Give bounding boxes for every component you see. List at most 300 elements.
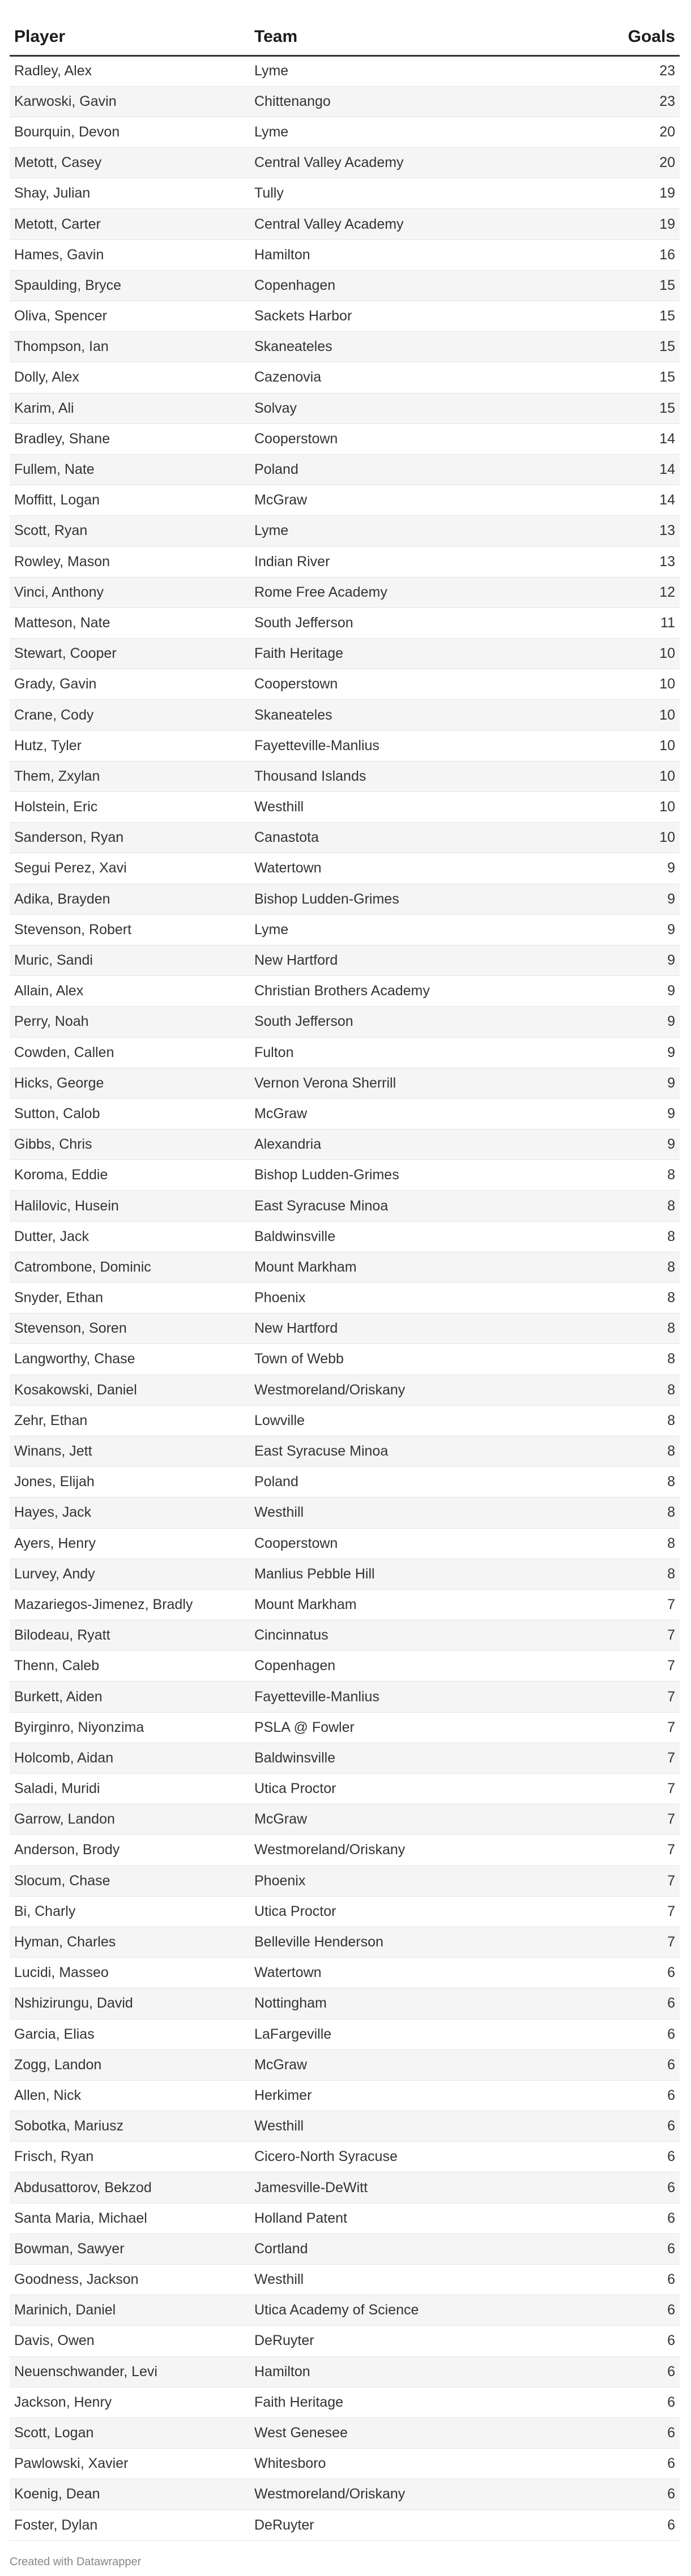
cell-team: Phoenix <box>250 1865 590 1896</box>
cell-team: Mount Markham <box>250 1589 590 1620</box>
cell-goals: 10 <box>590 669 680 700</box>
cell-player: Sanderson, Ryan <box>10 823 250 853</box>
cell-team: Cicero-North Syracuse <box>250 2142 590 2172</box>
cell-player: Foster, Dylan <box>10 2510 250 2540</box>
cell-player: Mazariegos-Jimenez, Bradly <box>10 1589 250 1620</box>
table-row <box>10 332 680 362</box>
table-row <box>10 1252 680 1282</box>
cell-goals: 9 <box>590 1129 680 1160</box>
cell-goals: 11 <box>590 607 680 638</box>
cell-goals: 7 <box>590 1620 680 1651</box>
table-row <box>10 2356 680 2387</box>
cell-player: Shay, Julian <box>10 178 250 209</box>
cell-player: Moffitt, Logan <box>10 485 250 516</box>
cell-player: Them, Zxylan <box>10 761 250 791</box>
cell-goals: 8 <box>590 1405 680 1436</box>
cell-team: McGraw <box>250 1804 590 1835</box>
cell-team: Christian Brothers Academy <box>250 976 590 1007</box>
cell-goals: 15 <box>590 332 680 362</box>
cell-goals: 6 <box>590 2356 680 2387</box>
table-row <box>10 178 680 209</box>
table-row <box>10 1098 680 1129</box>
cell-team: Town of Webb <box>250 1344 590 1375</box>
table-row <box>10 1283 680 1313</box>
cell-goals: 9 <box>590 976 680 1007</box>
cell-goals: 6 <box>590 1958 680 1988</box>
cell-team: PSLA @ Fowler <box>250 1712 590 1743</box>
cell-team: Westmoreland/Oriskany <box>250 2479 590 2510</box>
table-row <box>10 362 680 393</box>
table-row <box>10 1436 680 1466</box>
cell-player: Segui Perez, Xavi <box>10 853 250 884</box>
cell-team: West Genesee <box>250 2417 590 2448</box>
table-row <box>10 1129 680 1160</box>
cell-player: Scott, Ryan <box>10 516 250 546</box>
cell-goals: 7 <box>590 1712 680 1743</box>
cell-player: Fullem, Nate <box>10 454 250 485</box>
cell-team: Vernon Verona Sherrill <box>250 1068 590 1098</box>
cell-player: Hyman, Charles <box>10 1927 250 1957</box>
cell-player: Thompson, Ian <box>10 332 250 362</box>
cell-team: McGraw <box>250 1098 590 1129</box>
cell-team: Canastota <box>250 823 590 853</box>
cell-goals: 6 <box>590 2233 680 2264</box>
cell-team: Baldwinsville <box>250 1221 590 1252</box>
cell-team: Tully <box>250 178 590 209</box>
cell-player: Burkett, Aiden <box>10 1681 250 1712</box>
cell-goals: 15 <box>590 362 680 393</box>
cell-team: Belleville Henderson <box>250 1927 590 1957</box>
cell-player: Jackson, Henry <box>10 2387 250 2417</box>
table-row <box>10 607 680 638</box>
cell-goals: 14 <box>590 454 680 485</box>
cell-goals: 7 <box>590 1589 680 1620</box>
cell-player: Santa Maria, Michael <box>10 2203 250 2233</box>
cell-player: Byirginro, Niyonzima <box>10 1712 250 1743</box>
cell-goals: 6 <box>590 2295 680 2326</box>
cell-team: East Syracuse Minoa <box>250 1436 590 1466</box>
table-row <box>10 639 680 669</box>
cell-player: Davis, Owen <box>10 2326 250 2356</box>
table-row <box>10 792 680 823</box>
table-row <box>10 546 680 577</box>
table-row <box>10 1712 680 1743</box>
table-row <box>10 2479 680 2510</box>
cell-player: Abdusattorov, Bekzod <box>10 2172 250 2203</box>
cell-team: Watertown <box>250 1958 590 1988</box>
cell-team: Westhill <box>250 2265 590 2295</box>
cell-player: Hicks, George <box>10 1068 250 1098</box>
table-row <box>10 1835 680 1865</box>
cell-team: Central Valley Academy <box>250 209 590 239</box>
cell-goals: 7 <box>590 1896 680 1927</box>
cell-player: Vinci, Anthony <box>10 577 250 607</box>
cell-team: Herkimer <box>250 2080 590 2111</box>
cell-goals: 10 <box>590 792 680 823</box>
table-row <box>10 2111 680 2142</box>
cell-team: Faith Heritage <box>250 2387 590 2417</box>
goals-table <box>10 19 680 2541</box>
cell-team: Mount Markham <box>250 1252 590 1282</box>
table-row <box>10 423 680 454</box>
cell-player: Sobotka, Mariusz <box>10 2111 250 2142</box>
cell-player: Allen, Nick <box>10 2080 250 2111</box>
cell-goals: 6 <box>590 2049 680 2080</box>
cell-player: Radley, Alex <box>10 55 250 86</box>
cell-team: Baldwinsville <box>250 1743 590 1773</box>
cell-player: Snyder, Ethan <box>10 1283 250 1313</box>
table-row <box>10 1988 680 2019</box>
cell-goals: 8 <box>590 1160 680 1191</box>
column-header-goals[interactable]: Goals <box>590 19 680 55</box>
cell-goals: 8 <box>590 1497 680 1528</box>
cell-team: Bishop Ludden-Grimes <box>250 1160 590 1191</box>
table-row <box>10 1375 680 1405</box>
table-row <box>10 1160 680 1191</box>
cell-player: Gibbs, Chris <box>10 1129 250 1160</box>
cell-goals: 8 <box>590 1283 680 1313</box>
cell-goals: 14 <box>590 423 680 454</box>
cell-team: Utica Proctor <box>250 1896 590 1927</box>
cell-player: Koenig, Dean <box>10 2479 250 2510</box>
cell-team: Utica Proctor <box>250 1774 590 1804</box>
cell-player: Zogg, Landon <box>10 2049 250 2080</box>
cell-team: Holland Patent <box>250 2203 590 2233</box>
cell-goals: 6 <box>590 2172 680 2203</box>
table-row <box>10 1620 680 1651</box>
cell-goals: 8 <box>590 1467 680 1497</box>
cell-team: Lyme <box>250 117 590 147</box>
cell-player: Metott, Carter <box>10 209 250 239</box>
cell-goals: 9 <box>590 853 680 884</box>
cell-team: Poland <box>250 1467 590 1497</box>
cell-team: Cooperstown <box>250 669 590 700</box>
table-row <box>10 2049 680 2080</box>
cell-player: Cowden, Callen <box>10 1037 250 1068</box>
cell-team: Watertown <box>250 853 590 884</box>
cell-player: Jones, Elijah <box>10 1467 250 1497</box>
cell-team: LaFargeville <box>250 2019 590 2049</box>
cell-goals: 6 <box>590 2080 680 2111</box>
cell-goals: 8 <box>590 1436 680 1466</box>
cell-team: East Syracuse Minoa <box>250 1191 590 1221</box>
table-row <box>10 700 680 730</box>
cell-goals: 20 <box>590 117 680 147</box>
table-row <box>10 2449 680 2479</box>
table-row <box>10 2019 680 2049</box>
cell-team: Hamilton <box>250 239 590 270</box>
cell-team: Cazenovia <box>250 362 590 393</box>
cell-team: New Hartford <box>250 945 590 975</box>
table-row <box>10 485 680 516</box>
cell-team: Central Valley Academy <box>250 148 590 178</box>
cell-player: Dutter, Jack <box>10 1221 250 1252</box>
table-row <box>10 2080 680 2111</box>
cell-player: Stevenson, Robert <box>10 914 250 945</box>
table-row <box>10 1221 680 1252</box>
cell-player: Holcomb, Aidan <box>10 1743 250 1773</box>
cell-team: Sackets Harbor <box>250 301 590 332</box>
cell-goals: 6 <box>590 2111 680 2142</box>
table-row <box>10 270 680 301</box>
cell-goals: 7 <box>590 1865 680 1896</box>
cell-player: Bowman, Sawyer <box>10 2233 250 2264</box>
cell-team: Fayetteville-Manlius <box>250 1681 590 1712</box>
cell-goals: 16 <box>590 239 680 270</box>
table-body <box>10 55 680 2540</box>
cell-player: Hayes, Jack <box>10 1497 250 1528</box>
cell-goals: 8 <box>590 1191 680 1221</box>
cell-goals: 6 <box>590 2479 680 2510</box>
cell-goals: 10 <box>590 700 680 730</box>
table-row <box>10 2265 680 2295</box>
table-row <box>10 301 680 332</box>
cell-player: Holstein, Eric <box>10 792 250 823</box>
cell-goals: 19 <box>590 209 680 239</box>
cell-team: Rome Free Academy <box>250 577 590 607</box>
cell-goals: 13 <box>590 516 680 546</box>
cell-goals: 9 <box>590 914 680 945</box>
table-row <box>10 1007 680 1037</box>
table-row <box>10 239 680 270</box>
cell-goals: 7 <box>590 1804 680 1835</box>
column-header-team[interactable]: Team <box>250 19 590 55</box>
table-row <box>10 1344 680 1375</box>
cell-player: Hames, Gavin <box>10 239 250 270</box>
cell-team: South Jefferson <box>250 607 590 638</box>
cell-goals: 7 <box>590 1681 680 1712</box>
cell-player: Winans, Jett <box>10 1436 250 1466</box>
cell-player: Goodness, Jackson <box>10 2265 250 2295</box>
cell-player: Grady, Gavin <box>10 669 250 700</box>
table-row <box>10 2203 680 2233</box>
table-row <box>10 1589 680 1620</box>
cell-team: McGraw <box>250 2049 590 2080</box>
cell-team: Lyme <box>250 516 590 546</box>
cell-goals: 10 <box>590 730 680 761</box>
cell-goals: 8 <box>590 1252 680 1282</box>
cell-goals: 7 <box>590 1651 680 1681</box>
cell-team: Solvay <box>250 393 590 423</box>
cell-player: Frisch, Ryan <box>10 2142 250 2172</box>
cell-goals: 19 <box>590 178 680 209</box>
cell-goals: 6 <box>590 2203 680 2233</box>
table-row <box>10 1528 680 1559</box>
table-row <box>10 1743 680 1773</box>
cell-goals: 10 <box>590 639 680 669</box>
cell-goals: 23 <box>590 55 680 86</box>
cell-team: Lyme <box>250 55 590 86</box>
table-row <box>10 1467 680 1497</box>
cell-goals: 7 <box>590 1927 680 1957</box>
cell-player: Rowley, Mason <box>10 546 250 577</box>
cell-goals: 14 <box>590 485 680 516</box>
cell-player: Sutton, Calob <box>10 1098 250 1129</box>
cell-goals: 7 <box>590 1835 680 1865</box>
cell-player: Dolly, Alex <box>10 362 250 393</box>
table-row <box>10 669 680 700</box>
cell-player: Thenn, Caleb <box>10 1651 250 1681</box>
cell-goals: 9 <box>590 1098 680 1129</box>
cell-player: Garcia, Elias <box>10 2019 250 2049</box>
cell-goals: 6 <box>590 2510 680 2540</box>
cell-team: Cincinnatus <box>250 1620 590 1651</box>
cell-player: Marinich, Daniel <box>10 2295 250 2326</box>
cell-team: Westmoreland/Oriskany <box>250 1375 590 1405</box>
cell-goals: 8 <box>590 1313 680 1344</box>
table-row <box>10 730 680 761</box>
cell-goals: 6 <box>590 2326 680 2356</box>
cell-team: Chittenango <box>250 86 590 117</box>
cell-player: Allain, Alex <box>10 976 250 1007</box>
cell-goals: 15 <box>590 393 680 423</box>
table-header-row <box>10 19 680 55</box>
cell-goals: 6 <box>590 2387 680 2417</box>
column-header-player[interactable]: Player <box>10 19 250 55</box>
cell-team: Lyme <box>250 914 590 945</box>
cell-player: Karwoski, Gavin <box>10 86 250 117</box>
cell-goals: 15 <box>590 270 680 301</box>
cell-goals: 20 <box>590 148 680 178</box>
cell-player: Bi, Charly <box>10 1896 250 1927</box>
cell-player: Langworthy, Chase <box>10 1344 250 1375</box>
table-row <box>10 55 680 86</box>
cell-team: Lowville <box>250 1405 590 1436</box>
table-row <box>10 1804 680 1835</box>
cell-goals: 15 <box>590 301 680 332</box>
table-row <box>10 1559 680 1589</box>
cell-team: Alexandria <box>250 1129 590 1160</box>
cell-player: Catrombone, Dominic <box>10 1252 250 1282</box>
table-row <box>10 516 680 546</box>
cell-player: Slocum, Chase <box>10 1865 250 1896</box>
table-row <box>10 976 680 1007</box>
cell-goals: 8 <box>590 1344 680 1375</box>
cell-goals: 9 <box>590 945 680 975</box>
cell-player: Koroma, Eddie <box>10 1160 250 1191</box>
cell-team: Cooperstown <box>250 423 590 454</box>
cell-team: Cooperstown <box>250 1528 590 1559</box>
table-row <box>10 1405 680 1436</box>
cell-player: Bradley, Shane <box>10 423 250 454</box>
cell-goals: 9 <box>590 884 680 914</box>
table-row <box>10 148 680 178</box>
cell-player: Garrow, Landon <box>10 1804 250 1835</box>
cell-player: Stevenson, Soren <box>10 1313 250 1344</box>
cell-player: Spaulding, Bryce <box>10 270 250 301</box>
cell-goals: 8 <box>590 1559 680 1589</box>
table-row <box>10 1774 680 1804</box>
table-row <box>10 577 680 607</box>
cell-player: Oliva, Spencer <box>10 301 250 332</box>
cell-team: Manlius Pebble Hill <box>250 1559 590 1589</box>
footer-credit: Created with Datawrapper <box>10 2556 142 2568</box>
table-row <box>10 2387 680 2417</box>
cell-team: Hamilton <box>250 2356 590 2387</box>
cell-goals: 6 <box>590 2265 680 2295</box>
cell-player: Pawlowski, Xavier <box>10 2449 250 2479</box>
cell-team: Bishop Ludden-Grimes <box>250 884 590 914</box>
cell-player: Anderson, Brody <box>10 1835 250 1865</box>
cell-team: Jamesville-DeWitt <box>250 2172 590 2203</box>
table-row <box>10 2142 680 2172</box>
cell-goals: 9 <box>590 1037 680 1068</box>
cell-goals: 23 <box>590 86 680 117</box>
table-row <box>10 1896 680 1927</box>
cell-goals: 7 <box>590 1774 680 1804</box>
cell-goals: 6 <box>590 2417 680 2448</box>
table-row <box>10 454 680 485</box>
cell-team: Skaneateles <box>250 700 590 730</box>
cell-goals: 13 <box>590 546 680 577</box>
table-row <box>10 1068 680 1098</box>
table-row <box>10 393 680 423</box>
cell-player: Perry, Noah <box>10 1007 250 1037</box>
cell-team: Poland <box>250 454 590 485</box>
cell-team: DeRuyter <box>250 2510 590 2540</box>
table-row <box>10 761 680 791</box>
cell-goals: 6 <box>590 2449 680 2479</box>
table-row <box>10 2172 680 2203</box>
table-row <box>10 1865 680 1896</box>
cell-player: Muric, Sandi <box>10 945 250 975</box>
table-row <box>10 2326 680 2356</box>
cell-team: Utica Academy of Science <box>250 2295 590 2326</box>
cell-player: Matteson, Nate <box>10 607 250 638</box>
cell-player: Metott, Casey <box>10 148 250 178</box>
cell-team: Westmoreland/Oriskany <box>250 1835 590 1865</box>
cell-team: Westhill <box>250 2111 590 2142</box>
cell-team: New Hartford <box>250 1313 590 1344</box>
table-row <box>10 1651 680 1681</box>
cell-goals: 8 <box>590 1375 680 1405</box>
table-row <box>10 1497 680 1528</box>
cell-team: South Jefferson <box>250 1007 590 1037</box>
table-row <box>10 1927 680 1957</box>
cell-goals: 6 <box>590 1988 680 2019</box>
cell-goals: 8 <box>590 1528 680 1559</box>
cell-player: Lucidi, Masseo <box>10 1958 250 1988</box>
cell-goals: 9 <box>590 1068 680 1098</box>
cell-team: Fulton <box>250 1037 590 1068</box>
table-row <box>10 1191 680 1221</box>
table-row <box>10 2295 680 2326</box>
cell-goals: 8 <box>590 1221 680 1252</box>
cell-goals: 6 <box>590 2142 680 2172</box>
cell-team: Faith Heritage <box>250 639 590 669</box>
cell-player: Zehr, Ethan <box>10 1405 250 1436</box>
cell-player: Lurvey, Andy <box>10 1559 250 1589</box>
table-row <box>10 853 680 884</box>
cell-goals: 9 <box>590 1007 680 1037</box>
cell-goals: 12 <box>590 577 680 607</box>
cell-player: Hutz, Tyler <box>10 730 250 761</box>
cell-goals: 10 <box>590 823 680 853</box>
cell-player: Halilovic, Husein <box>10 1191 250 1221</box>
table-row <box>10 209 680 239</box>
table-row <box>10 1681 680 1712</box>
table-row <box>10 86 680 117</box>
cell-player: Kosakowski, Daniel <box>10 1375 250 1405</box>
cell-player: Neuenschwander, Levi <box>10 2356 250 2387</box>
cell-player: Bilodeau, Ryatt <box>10 1620 250 1651</box>
table-row <box>10 117 680 147</box>
cell-team: Phoenix <box>250 1283 590 1313</box>
table-row <box>10 884 680 914</box>
cell-team: DeRuyter <box>250 2326 590 2356</box>
table-row <box>10 823 680 853</box>
table-row <box>10 2233 680 2264</box>
